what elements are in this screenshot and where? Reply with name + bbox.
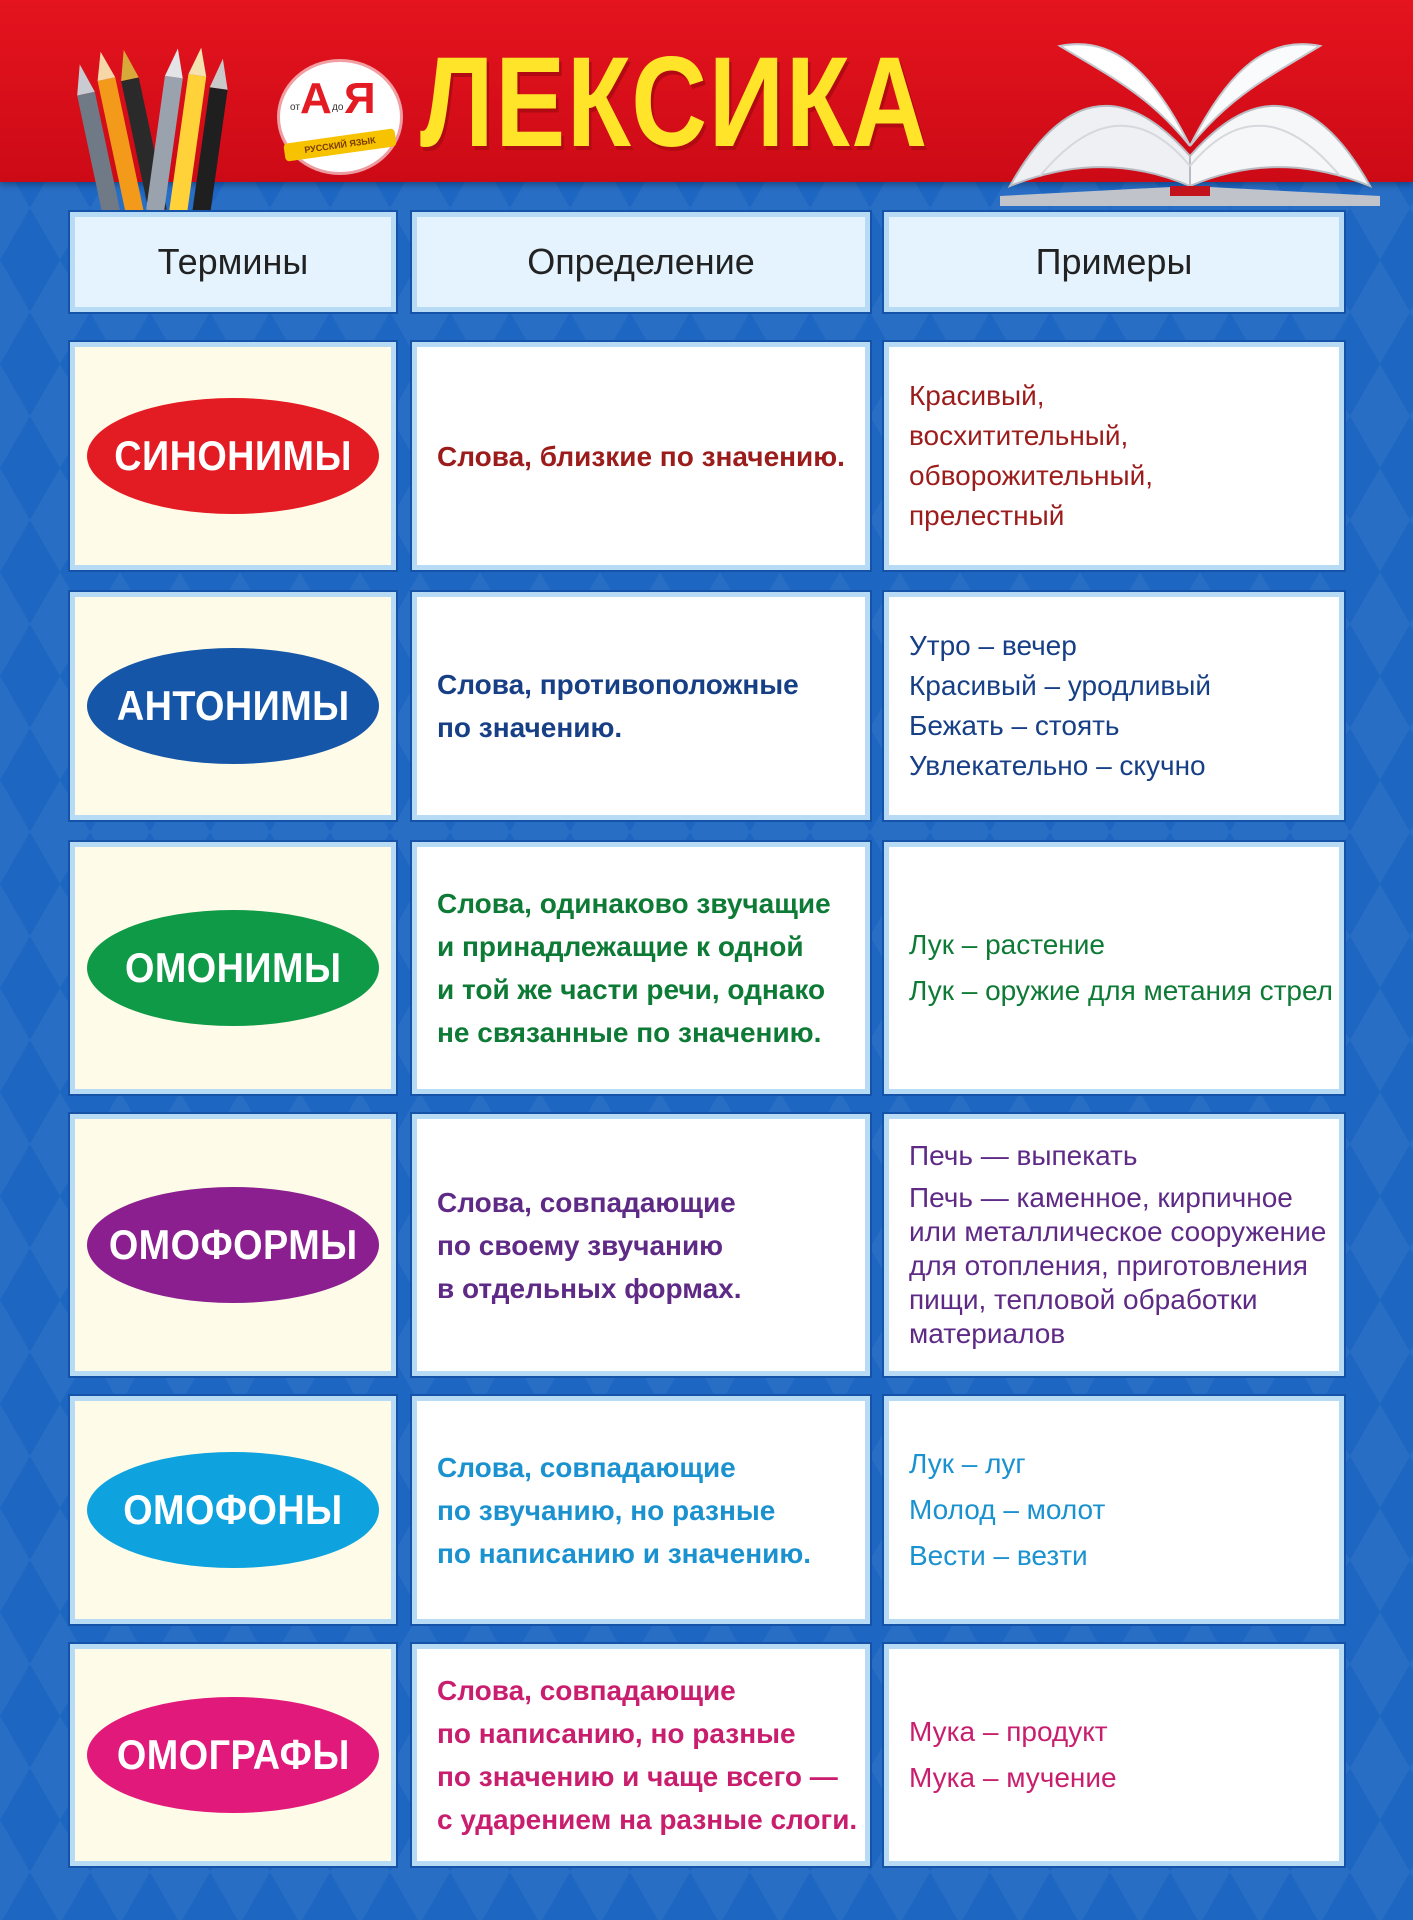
examples-list bbox=[909, 626, 1211, 786]
example-item: Красивый – уродливый bbox=[909, 670, 1212, 701]
example-item: Лук – оружие для метания стрел bbox=[909, 975, 1333, 1006]
examples-cell-homophones bbox=[884, 1396, 1344, 1624]
example-item: Вести – везти bbox=[909, 1540, 1088, 1571]
definition-text: Слова, одинаково звучащие и принадлежащие к одной и той же части речи, однако не связанные по значению. bbox=[437, 888, 831, 1048]
term-cell-homoforms bbox=[70, 1114, 396, 1376]
definition-cell-synonyms bbox=[412, 342, 870, 570]
example-item: прелестный bbox=[909, 500, 1065, 531]
definition-cell-homonyms bbox=[412, 842, 870, 1094]
example-item: Бежать – стоять bbox=[909, 710, 1120, 741]
column-header-examples: Примеры bbox=[884, 212, 1344, 312]
examples-list bbox=[909, 919, 1333, 1017]
page-title: ЛЕКСИКА bbox=[420, 31, 929, 174]
example-item: Мука – продукт bbox=[909, 1716, 1108, 1747]
logo-letter-a: А bbox=[300, 74, 332, 123]
example-item: Молод – молот bbox=[909, 1494, 1106, 1525]
term-badge: ОМОГРАФЫ bbox=[87, 1697, 379, 1813]
definition-text: Слова, близкие по значению. bbox=[437, 440, 845, 472]
column-header-terms: Термины bbox=[70, 212, 396, 312]
pens-illustration bbox=[70, 40, 240, 210]
term-cell-homonyms bbox=[70, 842, 396, 1094]
term-cell-synonyms bbox=[70, 342, 396, 570]
logo-from: от bbox=[290, 102, 300, 113]
column-header-definition: Определение bbox=[412, 212, 870, 312]
examples-cell-homoforms bbox=[884, 1114, 1344, 1376]
definition-cell-antonyms bbox=[412, 592, 870, 820]
example-item: обворожительный, bbox=[909, 460, 1154, 491]
example-item: Печь — выпекать bbox=[909, 1140, 1138, 1171]
header bbox=[0, 0, 1413, 182]
logo-badge bbox=[280, 62, 400, 172]
examples-list bbox=[909, 1139, 1326, 1351]
term-badge: ОМОФОРМЫ bbox=[87, 1187, 379, 1303]
open-book-illustration bbox=[1000, 36, 1380, 206]
definition-text: Слова, совпадающие по звучанию, но разные по написанию и значению. bbox=[437, 1451, 812, 1569]
term-badge: ОМОНИМЫ bbox=[87, 910, 379, 1026]
example-item: Мука – мучение bbox=[909, 1762, 1117, 1793]
definition-text: Слова, противоположные по значению. bbox=[437, 669, 799, 743]
term-cell-homographs bbox=[70, 1644, 396, 1866]
examples-cell-synonyms bbox=[884, 342, 1344, 570]
example-item: Утро – вечер bbox=[909, 630, 1077, 661]
logo-letter-ya: Я bbox=[344, 74, 376, 123]
term-badge: ОМОФОНЫ bbox=[87, 1452, 379, 1568]
logo-subject: РУССКИЙ ЯЗЫК bbox=[283, 128, 396, 161]
example-item: Лук – луг bbox=[909, 1448, 1026, 1479]
example-item: Печь — каменное, кирпичное или металлическое сооружение для отопления, приготовления пищи, тепловой обработки материалов bbox=[909, 1182, 1327, 1349]
term-badge: СИНОНИМЫ bbox=[87, 398, 379, 514]
term-badge: АНТОНИМЫ bbox=[87, 648, 379, 764]
examples-cell-homographs bbox=[884, 1644, 1344, 1866]
examples-list bbox=[909, 1438, 1105, 1582]
definition-cell-homoforms bbox=[412, 1114, 870, 1376]
definition-cell-homophones bbox=[412, 1396, 870, 1624]
examples-cell-homonyms bbox=[884, 842, 1344, 1094]
examples-list bbox=[909, 1706, 1117, 1804]
definition-cell-homographs bbox=[412, 1644, 870, 1866]
term-cell-homophones bbox=[70, 1396, 396, 1624]
examples-cell-antonyms bbox=[884, 592, 1344, 820]
example-item: восхитительный, bbox=[909, 420, 1129, 451]
example-item: Лук – растение bbox=[909, 929, 1105, 960]
definition-text: Слова, совпадающие по своему звучанию в отдельных формах. bbox=[437, 1186, 742, 1304]
example-item: Красивый, bbox=[909, 380, 1045, 411]
definition-text: Слова, совпадающие по написанию, но разные по значению и чаще всего — с ударением на разные слоги. bbox=[437, 1675, 858, 1835]
logo-to: до bbox=[332, 102, 344, 113]
examples-list bbox=[909, 376, 1153, 536]
example-item: Увлекательно – скучно bbox=[909, 750, 1206, 781]
term-cell-antonyms bbox=[70, 592, 396, 820]
